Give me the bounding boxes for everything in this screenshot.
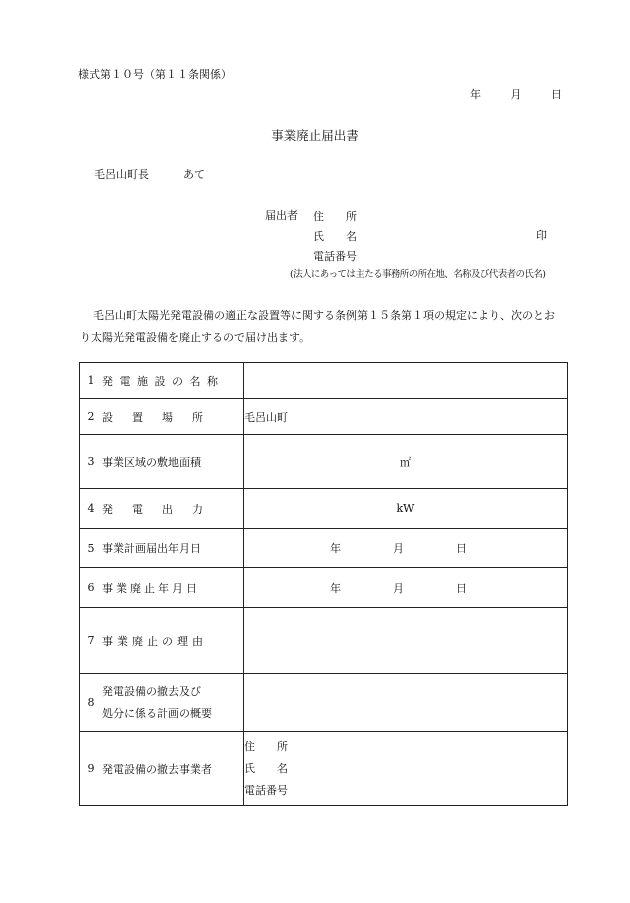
area-unit: ㎡: [400, 455, 411, 469]
output-cell[interactable]: [244, 489, 568, 529]
row-number: 4: [80, 489, 103, 529]
row-label: 事業区域の敷地面積: [102, 435, 244, 489]
table-row: [80, 363, 568, 399]
row-number: 7: [80, 608, 103, 674]
notifier-name-label[interactable]: 氏 名: [313, 230, 357, 243]
abolish-date-month: 月: [393, 581, 404, 595]
plan-date-month: 月: [393, 542, 404, 555]
row-label-line-1: 発電設備の撤去及び: [102, 684, 201, 698]
row-number: 9: [80, 732, 103, 806]
removal-plan-cell[interactable]: [244, 674, 568, 732]
remover-name-label: 氏 名: [244, 761, 288, 775]
notifier-label: 届出者: [265, 209, 298, 222]
row-label: 発電設備の撤去事業者: [102, 732, 244, 806]
date-day[interactable]: 日: [551, 88, 562, 101]
table-row: [80, 608, 568, 674]
table-row: [80, 568, 568, 608]
row-label: 発電施設の名称: [102, 374, 225, 388]
details-table: [79, 362, 568, 806]
plan-date-day: 日: [456, 542, 467, 555]
location-cell[interactable]: 毛呂山町: [244, 399, 568, 435]
date-header: [470, 86, 562, 102]
abolish-date-cell[interactable]: [244, 568, 568, 608]
remover-phone-label: 電話番号: [244, 783, 288, 797]
row-label-line-2: 処分に係る計画の概要: [102, 706, 212, 720]
output-unit: kW: [396, 502, 415, 515]
table-row: [80, 435, 568, 489]
table-row: [80, 489, 568, 529]
row-label: 発 電 出 力: [102, 502, 207, 516]
document-title: 事業廃止届出書: [271, 128, 359, 143]
abolish-date-year: 年: [330, 581, 341, 595]
facility-name-cell[interactable]: [244, 363, 568, 399]
table-row: [80, 732, 568, 806]
reason-cell[interactable]: [244, 608, 568, 674]
body-text: 毛呂山町太陽光発電設備の適正な設置等に関する条例第１５条第１項の規定により、次のとおり太陽光発電設備を廃止するので届け出ます。: [80, 309, 555, 344]
row-number: 5: [80, 529, 103, 568]
addressee-name: 毛呂山町長: [94, 168, 149, 181]
row-label: 設 置 場 所: [102, 410, 207, 424]
row-label: 事業計画届出年月日: [102, 529, 244, 568]
row-number: 3: [80, 435, 103, 489]
row-number: 6: [80, 568, 103, 608]
abolish-date-day: 日: [456, 581, 467, 595]
form-number: 様式第１０号（第１１条関係）: [78, 68, 232, 81]
notifier-fields: [313, 207, 357, 267]
row-label: 事業廃止年月日: [102, 581, 200, 595]
row-number: 2: [80, 399, 103, 435]
plan-date-year: 年: [330, 542, 341, 555]
remover-address-label: 住 所: [244, 739, 288, 753]
row-number: 8: [80, 674, 103, 732]
addressee-suffix: あて: [183, 168, 205, 181]
notifier-phone-label[interactable]: 電話番号: [313, 250, 357, 263]
row-label: 事業廃止の理由: [102, 634, 207, 648]
site-area-cell[interactable]: [244, 435, 568, 489]
table-row: [80, 529, 568, 568]
notifier-address-label[interactable]: 住 所: [313, 210, 357, 223]
plan-date-cell[interactable]: [244, 529, 568, 568]
table-row: [80, 399, 568, 435]
addressee: [94, 166, 205, 182]
remover-cell[interactable]: [244, 732, 568, 806]
row-number: 1: [80, 363, 103, 399]
table-row: [80, 674, 568, 732]
date-month[interactable]: 月: [510, 88, 522, 101]
date-year[interactable]: 年: [470, 88, 481, 101]
seal-mark: 印: [536, 229, 547, 242]
corporate-note: (法人にあっては主たる事務所の所在地、名称及び代表者の氏名): [290, 269, 546, 280]
